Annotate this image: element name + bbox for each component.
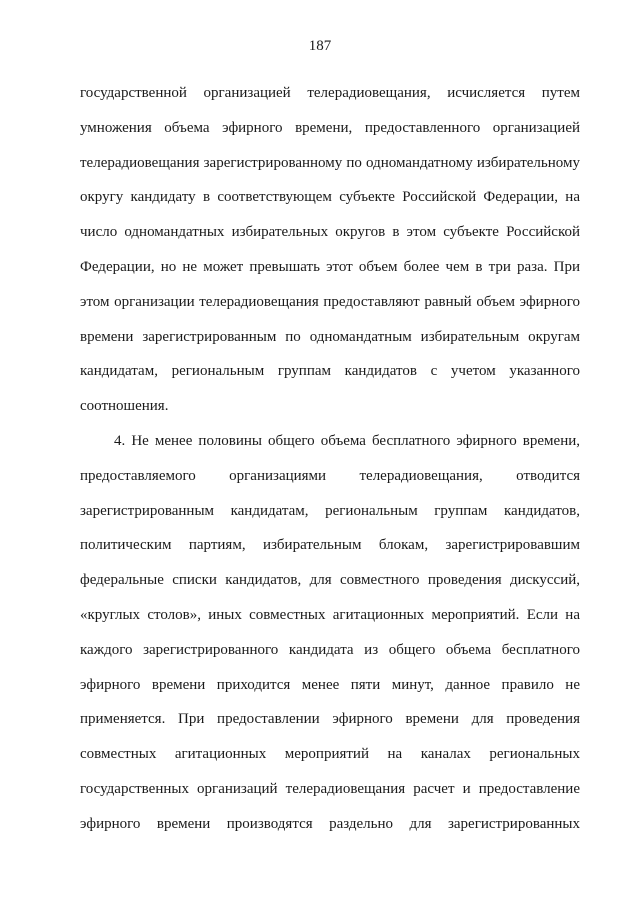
- text-line: Федерации, но не может превышать этот объем более чем в три раза. При: [80, 258, 580, 275]
- text-line: времени зарегистрированным по одномандатным избирательным округам: [80, 328, 580, 345]
- text-line: этом организации телерадиовещания предоставляют равный объем эфирного: [80, 293, 580, 310]
- text-line: число одномандатных избирательных округов в этом субъекте Российской: [80, 224, 580, 241]
- text-line: соотношения.: [80, 398, 169, 415]
- text-line: кандидатам, региональным группам кандидатов с учетом указанного: [80, 363, 580, 380]
- text-line: зарегистрированным кандидатам, региональным группам кандидатов,: [80, 502, 580, 519]
- paragraph: [80, 424, 580, 842]
- text-line: государственной организацией телерадиовещания, исчисляется путем: [80, 85, 580, 101]
- text-line: телерадиовещания зарегистрированному по одномандатному избирательному: [80, 154, 580, 171]
- text-line: эфирного времени приходится менее пяти минут, данное правило не: [80, 676, 580, 693]
- text-line: 4. Не менее половины общего объема бесплатного эфирного времени,: [114, 432, 580, 449]
- text-line: «круглых столов», иных совместных агитационных мероприятий. Если на: [80, 606, 580, 623]
- document-body: [80, 76, 580, 842]
- text-line: государственных организаций телерадиовещания расчет и предоставление: [80, 780, 580, 797]
- text-line: совместных агитационных мероприятий на каналах региональных: [80, 746, 580, 763]
- page-number: 187: [308, 38, 332, 54]
- text-line: каждого зарегистрированного кандидата из общего объема бесплатного: [80, 641, 580, 658]
- text-line: округу кандидату в соответствующем субъекте Российской Федерации, на: [80, 189, 580, 206]
- text-line: предоставляемого организациями телерадиовещания, отводится: [80, 467, 580, 484]
- text-line: применяется. При предоставлении эфирного времени для проведения: [80, 711, 580, 728]
- text-line: политическим партиям, избирательным блокам, зарегистрировавшим: [80, 537, 580, 554]
- text-line: умножения объема эфирного времени, предоставленного организацией: [80, 119, 580, 136]
- text-line: эфирного времени производятся раздельно для зарегистрированных: [80, 815, 580, 832]
- text-line: федеральные списки кандидатов, для совместного проведения дискуссий,: [80, 572, 580, 589]
- paragraph: [80, 76, 580, 424]
